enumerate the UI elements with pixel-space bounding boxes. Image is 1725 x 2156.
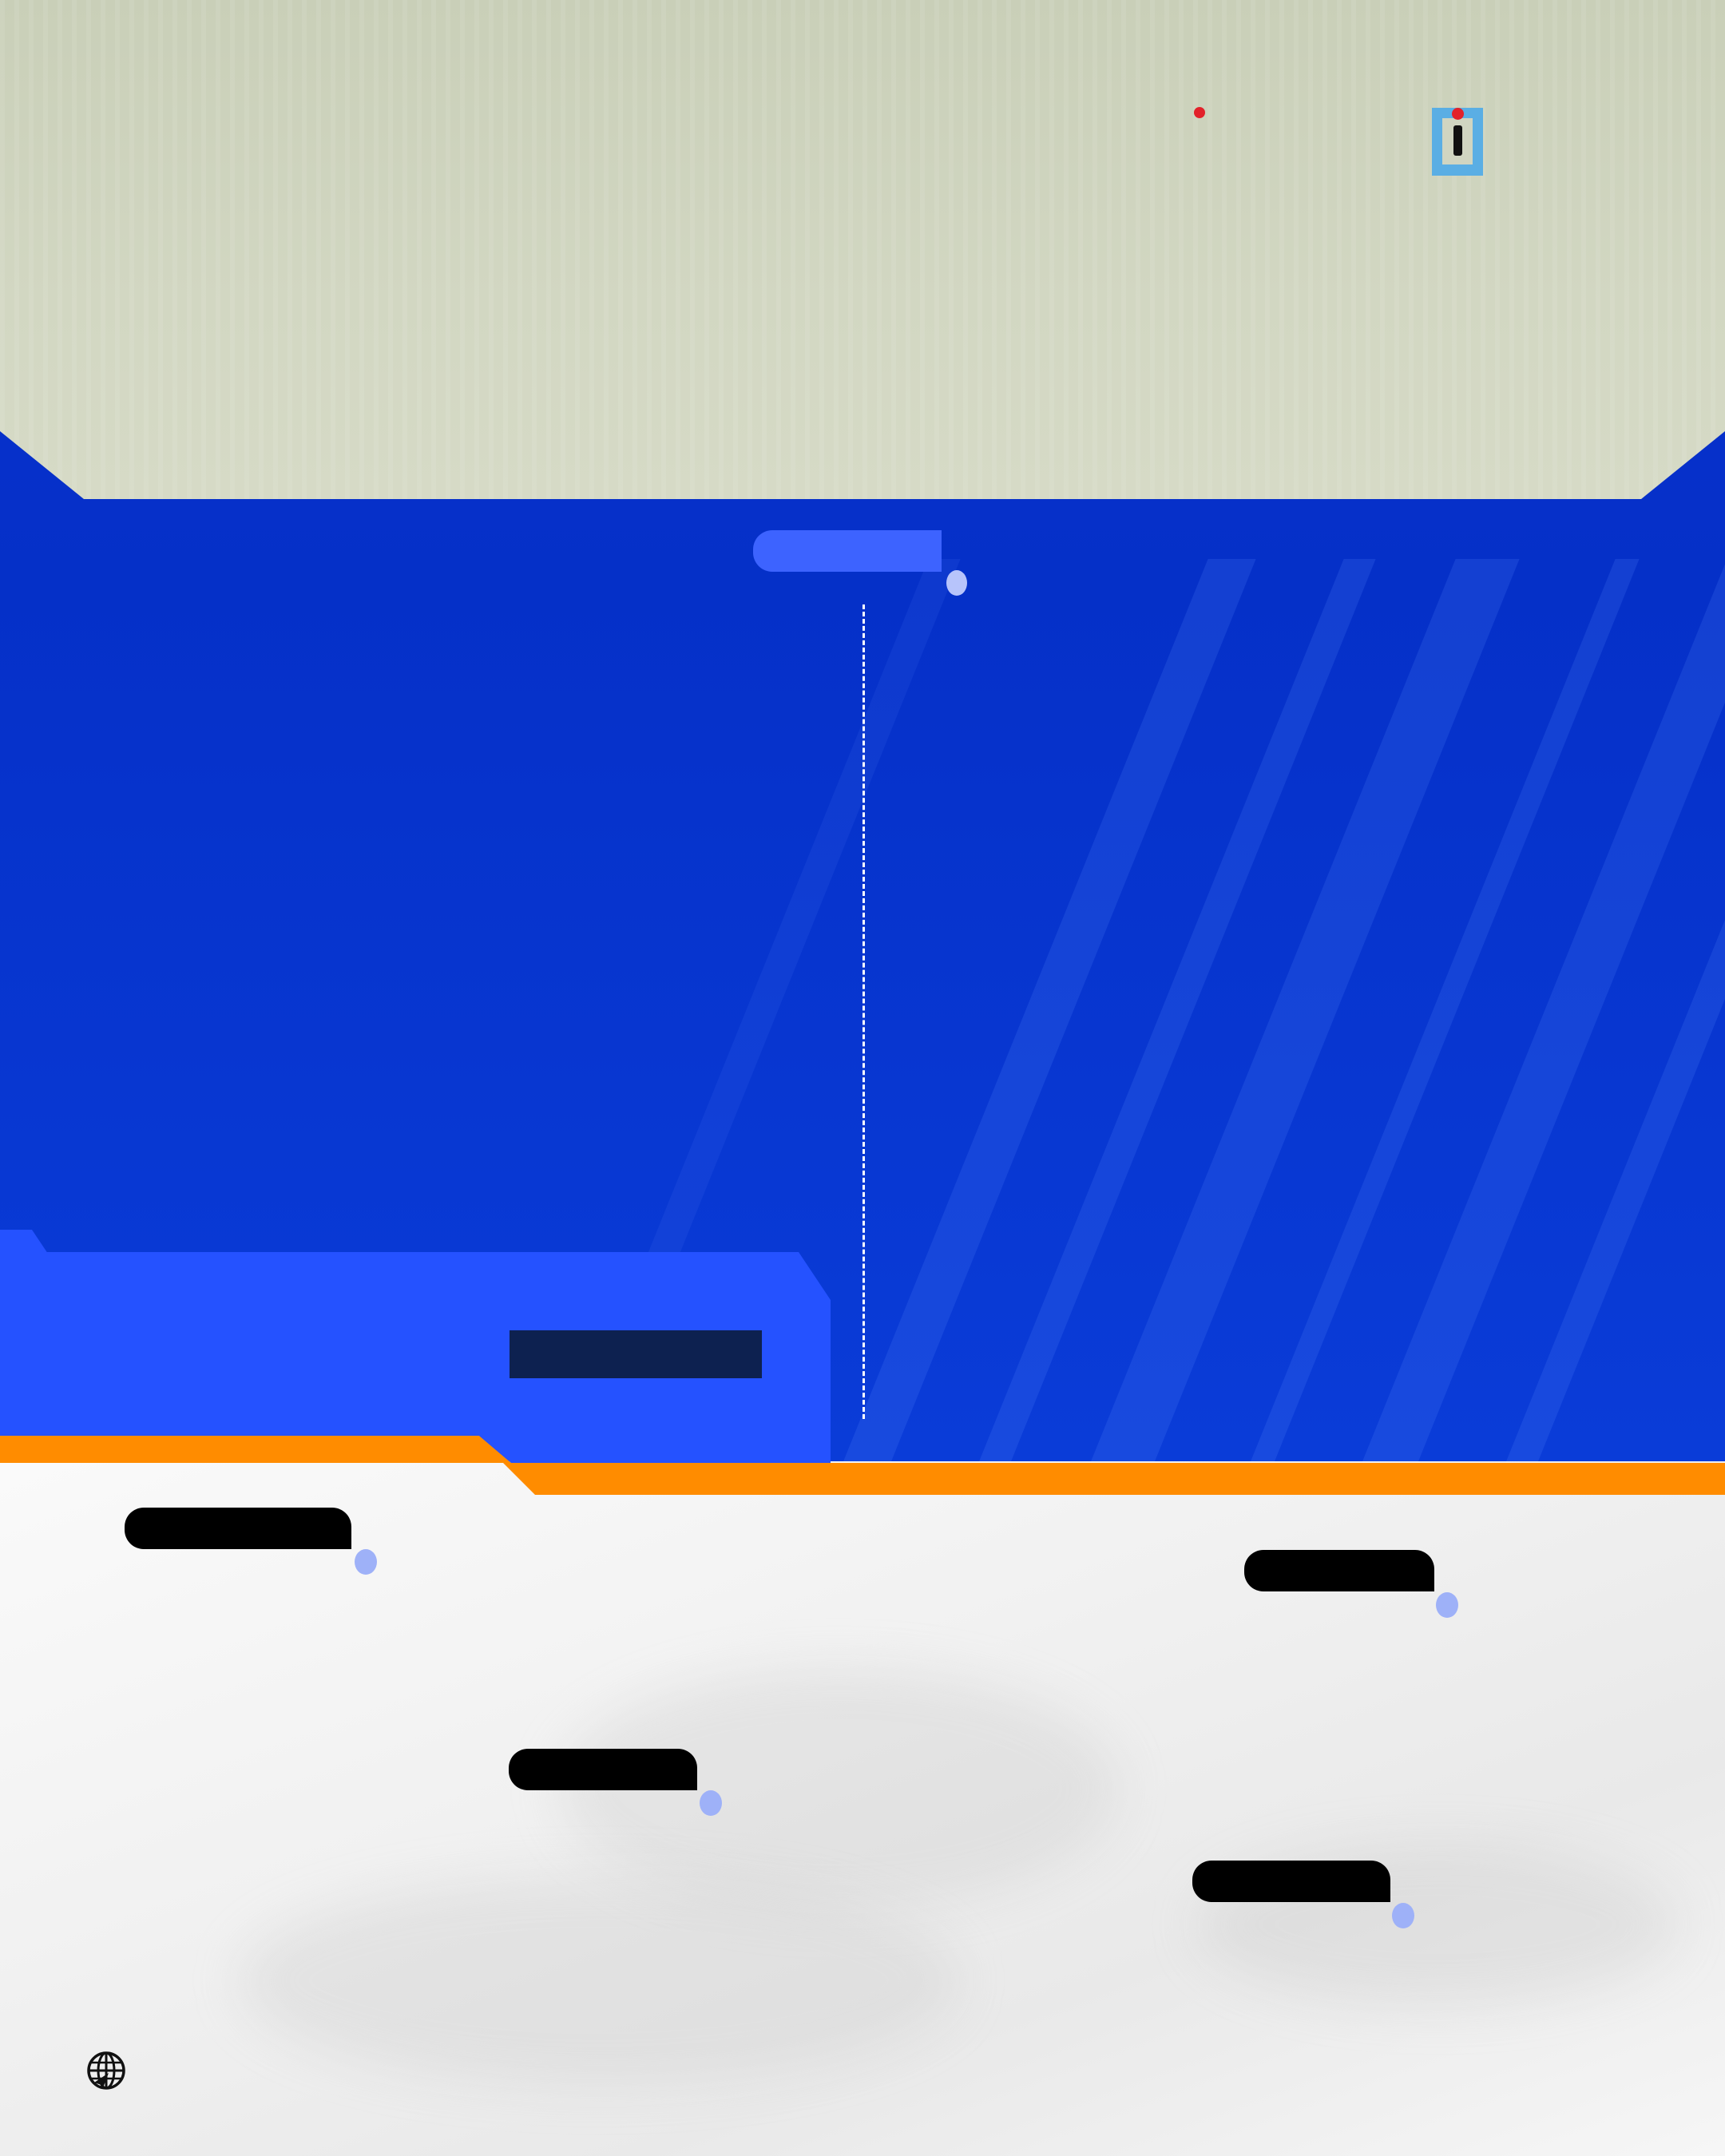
header-background xyxy=(0,0,1725,499)
website-link[interactable] xyxy=(86,2051,144,2091)
orange-stripe xyxy=(0,1436,511,1463)
accent-dot xyxy=(700,1790,722,1816)
target-peserta-label xyxy=(125,1508,351,1549)
institute-logo-icon xyxy=(1432,108,1483,176)
accent-dot xyxy=(1392,1903,1414,1928)
investasi-label xyxy=(509,1749,697,1790)
event-time xyxy=(510,1330,762,1378)
fasilitas-label xyxy=(1244,1550,1434,1591)
blue-wedge xyxy=(479,1436,831,1463)
column-divider xyxy=(862,604,865,1419)
accent-dot xyxy=(355,1549,377,1575)
infobank-media-group-logo xyxy=(1192,102,1407,104)
accent-dot xyxy=(946,570,967,596)
contact-person-label xyxy=(1192,1861,1390,1902)
logo-dot xyxy=(1194,107,1205,118)
info-background xyxy=(0,1461,1725,2156)
orange-stripe xyxy=(503,1463,1725,1495)
globe-icon xyxy=(86,2051,126,2091)
materi-label xyxy=(753,530,942,572)
accent-dot xyxy=(1436,1592,1458,1618)
infobank-institute-logo xyxy=(1432,106,1656,202)
decorative-streak xyxy=(1307,559,1725,1461)
